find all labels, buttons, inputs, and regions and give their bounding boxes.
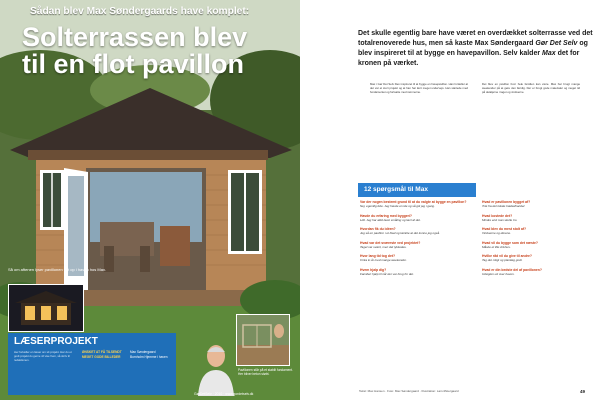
intro-magazine-name: Gør Det Selv — [535, 40, 578, 47]
qa-answer: Træ fra det lokale trælasthandel. — [482, 204, 526, 209]
qa-item — [360, 268, 470, 277]
qa-answer: Måske et lille drivhus. — [482, 244, 511, 249]
qa-answer: Mindre end man skulle tro. — [482, 217, 518, 222]
qa-answer: Nej, egentlig ikke. Jeg havde en ide og så gik jeg i gang. — [360, 204, 435, 209]
qa-question: Var der nogen bestemt grund til at du valgte at bygge en pavillon? — [360, 200, 467, 204]
qa-answer: Vinduerne og dørene. — [482, 231, 511, 236]
foundation-caption: Pavillonen står på et stabilt fundament. Her bliver beton støbt. — [238, 368, 293, 377]
qa-column-right — [482, 200, 592, 281]
max-portrait — [196, 340, 236, 396]
qa-answer: Cirka to år med mange weekender. — [360, 258, 407, 263]
article-intro — [358, 29, 593, 69]
inset-caption: Så om aftenen lyser pavillonen flot op i haven hos Max. — [8, 267, 107, 272]
pavilion-night-photo — [8, 284, 84, 332]
right-folio: 49 — [580, 389, 586, 394]
qa-item — [482, 254, 592, 263]
intro-name-2: Max — [542, 50, 556, 57]
qa-item — [482, 227, 592, 236]
body-column-2: Det blev en pavillon hvor hele familien kan være. Max har brugt mange weekender på at gøre den færdig. Der er brugt gode materialer og meget tid på detaljerne i taget og vinduerne. — [482, 82, 580, 95]
intro-text-3: og blev inspireret til at bygge en havepavillon. Selv kalder — [358, 40, 588, 57]
qa-question: Hvad vil du bygge som det næste? — [482, 240, 538, 245]
left-folio: GørDetSelv · 2010 · www.gordetselv.dk — [194, 392, 254, 396]
qa-question: Hvad blev du mest stolt af? — [482, 227, 527, 231]
qa-item — [360, 254, 470, 263]
photo-credit: Tekst: Max Hansen · Foto: Max Søndergaard · Illustration: Lars Østergaard — [359, 389, 459, 393]
reader-project-person: Max Søndergaard Bornholm Hjemme i haven — [130, 350, 168, 359]
qa-item — [360, 227, 470, 236]
qa-item — [360, 200, 470, 209]
qa-question: Hvem hjalp dig? — [360, 267, 387, 272]
body-column-1: Max i Gør Det Selv blev inspireret til at bygge en havepavillon. Han fortæller at det var et stort projekt og at han har lært meget undervejs. Han startede med fundamentet og fortsatte med rammerne. — [370, 82, 468, 95]
headline-line-2: til en flot pavillon — [22, 49, 244, 79]
qa-answer: Tag det roligt og planlæg godt. — [482, 258, 523, 263]
article-kicker: Sådan blev Max Søndergaards have komplet: — [30, 6, 250, 17]
qa-item — [482, 200, 592, 209]
reader-project-box — [8, 333, 176, 395]
qa-question: Hvor lang tid tog det? — [360, 254, 396, 258]
qa-answer: Lidt. Jeg har altid lavet småting og lært af det. — [360, 217, 421, 222]
qa-answer: Taget var svært, men det lykkedes. — [360, 244, 407, 249]
foundation-photo — [236, 314, 290, 366]
reader-project-title: LÆSERPROJEKT — [14, 336, 98, 347]
qa-answer: Familien hjalp til når der var brug for det. — [360, 271, 414, 276]
qa-answer: Jeg så en pavillon i et blad og tænkte at det kunne jeg også. — [360, 231, 440, 236]
qa-question: Hvad er din bedste del af pavillonen? — [482, 267, 542, 272]
article-headline — [22, 24, 300, 78]
qa-answer: Udsigten ud over haven. — [482, 271, 515, 276]
qa-question: Hvad kostede det? — [482, 213, 513, 218]
reader-project-text: Her fortæller en læser om sit projekt. Har du et godt projekt du gerne vil vise frem, så skriv til redaktionen. — [14, 350, 72, 362]
qa-item — [360, 214, 470, 223]
qa-question: Havde du erfaring med byggeri? — [360, 213, 413, 218]
intro-text-4: det for kronen på værket. — [358, 50, 580, 67]
qa-item — [482, 268, 592, 277]
qa-question: Hvordan fik du idéen? — [360, 227, 396, 231]
qa-box-header: 12 spørgsmål til Max — [358, 183, 476, 197]
headline-line-1: Solterrassen blev — [22, 22, 248, 52]
intro-name-1: Max Søndergaard — [474, 40, 534, 47]
intro-text-1: Det skulle egentlig bare have været en overdækket solterrasse ved det totalrenoverede hus, men så kaste — [358, 30, 593, 47]
reader-project-highlight: ØNSKET AT FÅ TILSENDT MEGET GODE BILLEDER — [82, 350, 122, 359]
qa-item — [482, 214, 592, 223]
qa-item — [482, 241, 592, 250]
qa-item — [360, 241, 470, 250]
qa-column-left — [360, 200, 470, 281]
qa-question: Hvad er pavillonen bygget af? — [482, 200, 531, 204]
qa-question: Hvad var det sværeste ved projektet? — [360, 240, 421, 245]
qa-question: Hvilke råd vil du give til andre? — [482, 254, 532, 258]
